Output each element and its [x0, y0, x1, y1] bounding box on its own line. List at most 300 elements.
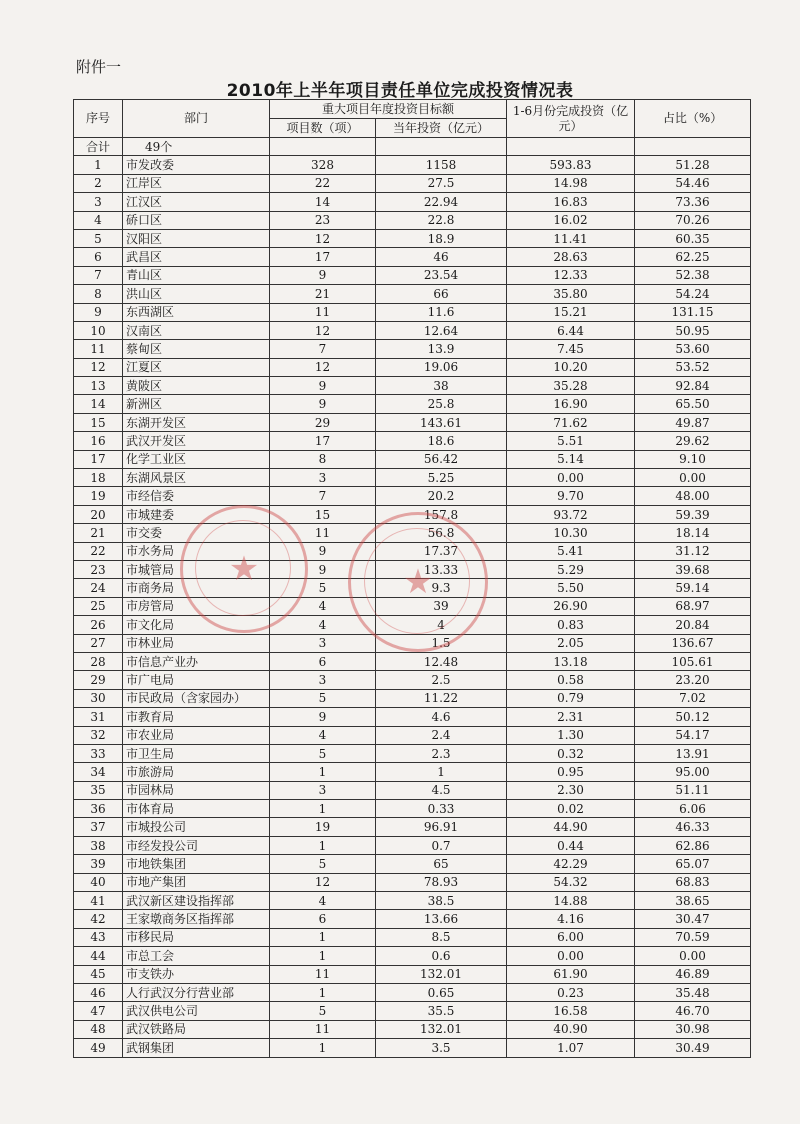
row-ratio: 29.62	[635, 432, 751, 450]
row-dept: 市房管局	[123, 597, 270, 615]
row-completed: 4.16	[507, 910, 635, 928]
table-row	[74, 266, 751, 284]
table-row	[74, 211, 751, 229]
table-row	[74, 174, 751, 192]
row-project-count: 5	[270, 855, 376, 873]
row-annual-investment: 0.7	[376, 836, 507, 854]
row-dept: 江汉区	[123, 193, 270, 211]
row-seq: 31	[74, 708, 123, 726]
row-project-count: 4	[270, 892, 376, 910]
row-completed: 0.32	[507, 744, 635, 762]
row-seq: 5	[74, 229, 123, 247]
total-done	[507, 138, 635, 156]
table-row	[74, 229, 751, 247]
row-annual-investment: 13.66	[376, 910, 507, 928]
row-ratio: 48.00	[635, 487, 751, 505]
row-seq: 12	[74, 358, 123, 376]
row-seq: 34	[74, 763, 123, 781]
row-project-count: 1	[270, 983, 376, 1001]
table-row	[74, 524, 751, 542]
table-row	[74, 671, 751, 689]
row-completed: 16.58	[507, 1002, 635, 1020]
row-seq: 28	[74, 652, 123, 670]
row-ratio: 30.49	[635, 1039, 751, 1057]
table-row	[74, 616, 751, 634]
row-completed: 71.62	[507, 413, 635, 431]
row-dept: 东湖风景区	[123, 469, 270, 487]
row-annual-investment: 12.64	[376, 321, 507, 339]
table-row	[74, 1039, 751, 1057]
row-seq: 10	[74, 321, 123, 339]
row-project-count: 12	[270, 229, 376, 247]
row-annual-investment: 1.5	[376, 634, 507, 652]
row-ratio: 54.46	[635, 174, 751, 192]
table-row	[74, 340, 751, 358]
row-annual-investment: 65	[376, 855, 507, 873]
row-seq: 32	[74, 726, 123, 744]
row-dept: 东西湖区	[123, 303, 270, 321]
row-annual-investment: 78.93	[376, 873, 507, 891]
row-ratio: 50.95	[635, 321, 751, 339]
table-row	[74, 156, 751, 174]
header-completed-text: 1-6月份完成投资（亿元）	[512, 103, 629, 133]
row-ratio: 53.52	[635, 358, 751, 376]
row-annual-investment: 27.5	[376, 174, 507, 192]
row-ratio: 59.39	[635, 505, 751, 523]
row-completed: 14.98	[507, 174, 635, 192]
row-ratio: 9.10	[635, 450, 751, 468]
row-annual-investment: 25.8	[376, 395, 507, 413]
row-completed: 2.05	[507, 634, 635, 652]
table-row	[74, 597, 751, 615]
row-seq: 7	[74, 266, 123, 284]
row-annual-investment: 0.33	[376, 800, 507, 818]
row-ratio: 70.26	[635, 211, 751, 229]
row-dept: 武汉新区建设指挥部	[123, 892, 270, 910]
row-project-count: 23	[270, 211, 376, 229]
table-row	[74, 560, 751, 578]
row-dept: 市农业局	[123, 726, 270, 744]
row-ratio: 31.12	[635, 542, 751, 560]
table-row	[74, 542, 751, 560]
row-annual-investment: 9.3	[376, 579, 507, 597]
table-row	[74, 1002, 751, 1020]
row-ratio: 60.35	[635, 229, 751, 247]
row-annual-investment: 56.8	[376, 524, 507, 542]
row-completed: 42.29	[507, 855, 635, 873]
row-annual-investment: 56.42	[376, 450, 507, 468]
row-ratio: 65.07	[635, 855, 751, 873]
row-ratio: 18.14	[635, 524, 751, 542]
row-ratio: 49.87	[635, 413, 751, 431]
row-completed: 28.63	[507, 248, 635, 266]
row-ratio: 46.70	[635, 1002, 751, 1020]
row-completed: 5.41	[507, 542, 635, 560]
row-ratio: 70.59	[635, 928, 751, 946]
row-project-count: 4	[270, 597, 376, 615]
row-annual-investment: 96.91	[376, 818, 507, 836]
table-row	[74, 855, 751, 873]
table-row	[74, 579, 751, 597]
row-dept: 市总工会	[123, 947, 270, 965]
row-seq: 44	[74, 947, 123, 965]
row-dept: 市发改委	[123, 156, 270, 174]
row-completed: 26.90	[507, 597, 635, 615]
table-row	[74, 285, 751, 303]
table-row	[74, 248, 751, 266]
table-row	[74, 321, 751, 339]
row-seq: 35	[74, 781, 123, 799]
row-completed: 0.58	[507, 671, 635, 689]
row-dept: 武汉供电公司	[123, 1002, 270, 1020]
row-dept: 市支铁办	[123, 965, 270, 983]
row-annual-investment: 2.4	[376, 726, 507, 744]
row-dept: 市体育局	[123, 800, 270, 818]
row-completed: 2.30	[507, 781, 635, 799]
table-row	[74, 873, 751, 891]
row-project-count: 1	[270, 947, 376, 965]
row-seq: 6	[74, 248, 123, 266]
row-annual-investment: 4.6	[376, 708, 507, 726]
row-annual-investment: 5.25	[376, 469, 507, 487]
row-annual-investment: 1158	[376, 156, 507, 174]
row-completed: 0.02	[507, 800, 635, 818]
row-project-count: 1	[270, 800, 376, 818]
total-label: 合计	[74, 138, 123, 156]
row-dept: 青山区	[123, 266, 270, 284]
table-row	[74, 947, 751, 965]
row-completed: 1.07	[507, 1039, 635, 1057]
row-dept: 武钢集团	[123, 1039, 270, 1057]
row-project-count: 5	[270, 579, 376, 597]
row-ratio: 53.60	[635, 340, 751, 358]
table-row	[74, 413, 751, 431]
row-dept: 市经发投公司	[123, 836, 270, 854]
row-seq: 4	[74, 211, 123, 229]
row-annual-investment: 23.54	[376, 266, 507, 284]
row-ratio: 50.12	[635, 708, 751, 726]
row-completed: 12.33	[507, 266, 635, 284]
row-project-count: 12	[270, 321, 376, 339]
row-seq: 1	[74, 156, 123, 174]
row-annual-investment: 39	[376, 597, 507, 615]
row-project-count: 9	[270, 708, 376, 726]
row-ratio: 136.67	[635, 634, 751, 652]
row-ratio: 0.00	[635, 469, 751, 487]
row-dept: 市城建委	[123, 505, 270, 523]
row-annual-investment: 4	[376, 616, 507, 634]
row-dept: 江岸区	[123, 174, 270, 192]
row-annual-investment: 19.06	[376, 358, 507, 376]
row-annual-investment: 20.2	[376, 487, 507, 505]
row-annual-investment: 13.9	[376, 340, 507, 358]
row-annual-investment: 22.94	[376, 193, 507, 211]
row-dept: 市地产集团	[123, 873, 270, 891]
row-ratio: 7.02	[635, 689, 751, 707]
row-dept: 市城管局	[123, 560, 270, 578]
row-dept: 市经信委	[123, 487, 270, 505]
header-annual-investment: 当年投资（亿元）	[376, 119, 507, 138]
row-seq: 19	[74, 487, 123, 505]
row-completed: 1.30	[507, 726, 635, 744]
row-annual-investment: 22.8	[376, 211, 507, 229]
row-dept: 新洲区	[123, 395, 270, 413]
row-completed: 93.72	[507, 505, 635, 523]
row-dept: 人行武汉分行营业部	[123, 983, 270, 1001]
row-seq: 22	[74, 542, 123, 560]
row-seq: 23	[74, 560, 123, 578]
row-annual-investment: 2.3	[376, 744, 507, 762]
row-ratio: 46.33	[635, 818, 751, 836]
row-annual-investment: 38	[376, 377, 507, 395]
table-row	[74, 763, 751, 781]
table-row	[74, 744, 751, 762]
row-completed: 0.79	[507, 689, 635, 707]
row-project-count: 12	[270, 358, 376, 376]
row-ratio: 51.11	[635, 781, 751, 799]
row-dept: 黄陂区	[123, 377, 270, 395]
row-ratio: 38.65	[635, 892, 751, 910]
row-project-count: 328	[270, 156, 376, 174]
table-row	[74, 892, 751, 910]
row-dept: 硚口区	[123, 211, 270, 229]
row-completed: 5.51	[507, 432, 635, 450]
row-project-count: 11	[270, 965, 376, 983]
row-seq: 39	[74, 855, 123, 873]
row-ratio: 35.48	[635, 983, 751, 1001]
row-dept: 市水务局	[123, 542, 270, 560]
row-completed: 16.83	[507, 193, 635, 211]
total-ratio	[635, 138, 751, 156]
row-completed: 2.31	[507, 708, 635, 726]
row-completed: 7.45	[507, 340, 635, 358]
row-project-count: 14	[270, 193, 376, 211]
row-annual-investment: 3.5	[376, 1039, 507, 1057]
row-dept: 市文化局	[123, 616, 270, 634]
row-ratio: 59.14	[635, 579, 751, 597]
row-completed: 0.83	[507, 616, 635, 634]
row-dept: 汉阳区	[123, 229, 270, 247]
row-project-count: 5	[270, 689, 376, 707]
row-ratio: 92.84	[635, 377, 751, 395]
row-ratio: 73.36	[635, 193, 751, 211]
row-annual-investment: 11.22	[376, 689, 507, 707]
row-ratio: 30.47	[635, 910, 751, 928]
investment-table	[73, 99, 751, 1058]
row-seq: 36	[74, 800, 123, 818]
row-annual-investment: 143.61	[376, 413, 507, 431]
row-dept: 市城投公司	[123, 818, 270, 836]
row-completed: 40.90	[507, 1020, 635, 1038]
row-completed: 9.70	[507, 487, 635, 505]
row-seq: 16	[74, 432, 123, 450]
row-annual-investment: 46	[376, 248, 507, 266]
table-row	[74, 469, 751, 487]
row-ratio: 39.68	[635, 560, 751, 578]
row-dept: 武汉开发区	[123, 432, 270, 450]
row-dept: 武汉铁路局	[123, 1020, 270, 1038]
row-annual-investment: 11.6	[376, 303, 507, 321]
row-project-count: 9	[270, 395, 376, 413]
header-project-count: 项目数（项）	[270, 119, 376, 138]
row-seq: 27	[74, 634, 123, 652]
row-seq: 26	[74, 616, 123, 634]
row-seq: 40	[74, 873, 123, 891]
row-ratio: 6.06	[635, 800, 751, 818]
row-project-count: 6	[270, 652, 376, 670]
annex-label: 附件一	[76, 58, 122, 76]
row-annual-investment: 8.5	[376, 928, 507, 946]
row-seq: 43	[74, 928, 123, 946]
total-dept: 49个	[123, 138, 270, 156]
row-seq: 29	[74, 671, 123, 689]
table-row	[74, 634, 751, 652]
row-annual-investment: 35.5	[376, 1002, 507, 1020]
table-row	[74, 800, 751, 818]
row-project-count: 5	[270, 744, 376, 762]
header-seq: 序号	[74, 100, 123, 138]
row-seq: 8	[74, 285, 123, 303]
row-annual-investment: 12.48	[376, 652, 507, 670]
row-seq: 48	[74, 1020, 123, 1038]
row-dept: 市广电局	[123, 671, 270, 689]
row-project-count: 15	[270, 505, 376, 523]
row-annual-investment: 18.9	[376, 229, 507, 247]
row-project-count: 8	[270, 450, 376, 468]
row-seq: 46	[74, 983, 123, 1001]
row-ratio: 68.83	[635, 873, 751, 891]
row-ratio: 105.61	[635, 652, 751, 670]
row-seq: 3	[74, 193, 123, 211]
row-completed: 16.90	[507, 395, 635, 413]
table-row	[74, 487, 751, 505]
row-annual-investment: 13.33	[376, 560, 507, 578]
row-project-count: 9	[270, 377, 376, 395]
row-annual-investment: 66	[376, 285, 507, 303]
table-row	[74, 303, 751, 321]
row-seq: 25	[74, 597, 123, 615]
row-project-count: 9	[270, 266, 376, 284]
row-ratio: 52.38	[635, 266, 751, 284]
table-row	[74, 910, 751, 928]
table-row	[74, 1020, 751, 1038]
row-completed: 0.44	[507, 836, 635, 854]
row-completed: 14.88	[507, 892, 635, 910]
table-row	[74, 450, 751, 468]
table-row	[74, 193, 751, 211]
row-completed: 11.41	[507, 229, 635, 247]
row-completed: 0.23	[507, 983, 635, 1001]
header-target-group: 重大项目年度投资目标额	[270, 100, 507, 119]
row-project-count: 7	[270, 487, 376, 505]
row-dept: 市卫生局	[123, 744, 270, 762]
row-ratio: 46.89	[635, 965, 751, 983]
star-icon: ★	[402, 562, 434, 602]
row-ratio: 13.91	[635, 744, 751, 762]
row-seq: 11	[74, 340, 123, 358]
table-row	[74, 836, 751, 854]
row-completed: 61.90	[507, 965, 635, 983]
row-project-count: 11	[270, 1020, 376, 1038]
row-ratio: 54.17	[635, 726, 751, 744]
row-project-count: 9	[270, 542, 376, 560]
row-annual-investment: 1	[376, 763, 507, 781]
row-ratio: 65.50	[635, 395, 751, 413]
header-dept: 部门	[123, 100, 270, 138]
row-seq: 13	[74, 377, 123, 395]
row-project-count: 6	[270, 910, 376, 928]
table-row	[74, 708, 751, 726]
row-dept: 市商务局	[123, 579, 270, 597]
row-completed: 5.14	[507, 450, 635, 468]
row-dept: 市民政局（含家园办）	[123, 689, 270, 707]
row-project-count: 11	[270, 524, 376, 542]
row-seq: 21	[74, 524, 123, 542]
row-dept: 洪山区	[123, 285, 270, 303]
row-annual-investment: 38.5	[376, 892, 507, 910]
row-project-count: 21	[270, 285, 376, 303]
row-ratio: 51.28	[635, 156, 751, 174]
table-row	[74, 395, 751, 413]
row-seq: 20	[74, 505, 123, 523]
row-completed: 6.44	[507, 321, 635, 339]
row-project-count: 1	[270, 928, 376, 946]
table-row	[74, 818, 751, 836]
row-ratio: 68.97	[635, 597, 751, 615]
row-project-count: 3	[270, 671, 376, 689]
row-dept: 化学工业区	[123, 450, 270, 468]
row-project-count: 3	[270, 781, 376, 799]
row-annual-investment: 18.6	[376, 432, 507, 450]
row-ratio: 23.20	[635, 671, 751, 689]
row-seq: 37	[74, 818, 123, 836]
row-ratio: 20.84	[635, 616, 751, 634]
row-ratio: 62.25	[635, 248, 751, 266]
row-dept: 市交委	[123, 524, 270, 542]
table-row	[74, 965, 751, 983]
row-dept: 市信息产业办	[123, 652, 270, 670]
row-project-count: 1	[270, 836, 376, 854]
header-completed	[507, 100, 635, 138]
row-seq: 45	[74, 965, 123, 983]
row-completed: 6.00	[507, 928, 635, 946]
row-annual-investment: 0.65	[376, 983, 507, 1001]
row-completed: 5.29	[507, 560, 635, 578]
row-annual-investment: 0.6	[376, 947, 507, 965]
row-completed: 10.20	[507, 358, 635, 376]
row-project-count: 4	[270, 616, 376, 634]
row-annual-investment: 4.5	[376, 781, 507, 799]
row-project-count: 22	[270, 174, 376, 192]
row-completed: 35.80	[507, 285, 635, 303]
row-seq: 49	[74, 1039, 123, 1057]
row-project-count: 17	[270, 432, 376, 450]
row-completed: 0.95	[507, 763, 635, 781]
table-row	[74, 928, 751, 946]
row-dept: 武昌区	[123, 248, 270, 266]
row-dept: 市教育局	[123, 708, 270, 726]
row-completed: 16.02	[507, 211, 635, 229]
row-project-count: 11	[270, 303, 376, 321]
row-project-count: 1	[270, 1039, 376, 1057]
row-seq: 18	[74, 469, 123, 487]
table-row	[74, 358, 751, 376]
row-project-count: 17	[270, 248, 376, 266]
row-dept: 市移民局	[123, 928, 270, 946]
row-annual-investment: 17.37	[376, 542, 507, 560]
row-completed: 593.83	[507, 156, 635, 174]
table-body	[74, 138, 751, 1058]
